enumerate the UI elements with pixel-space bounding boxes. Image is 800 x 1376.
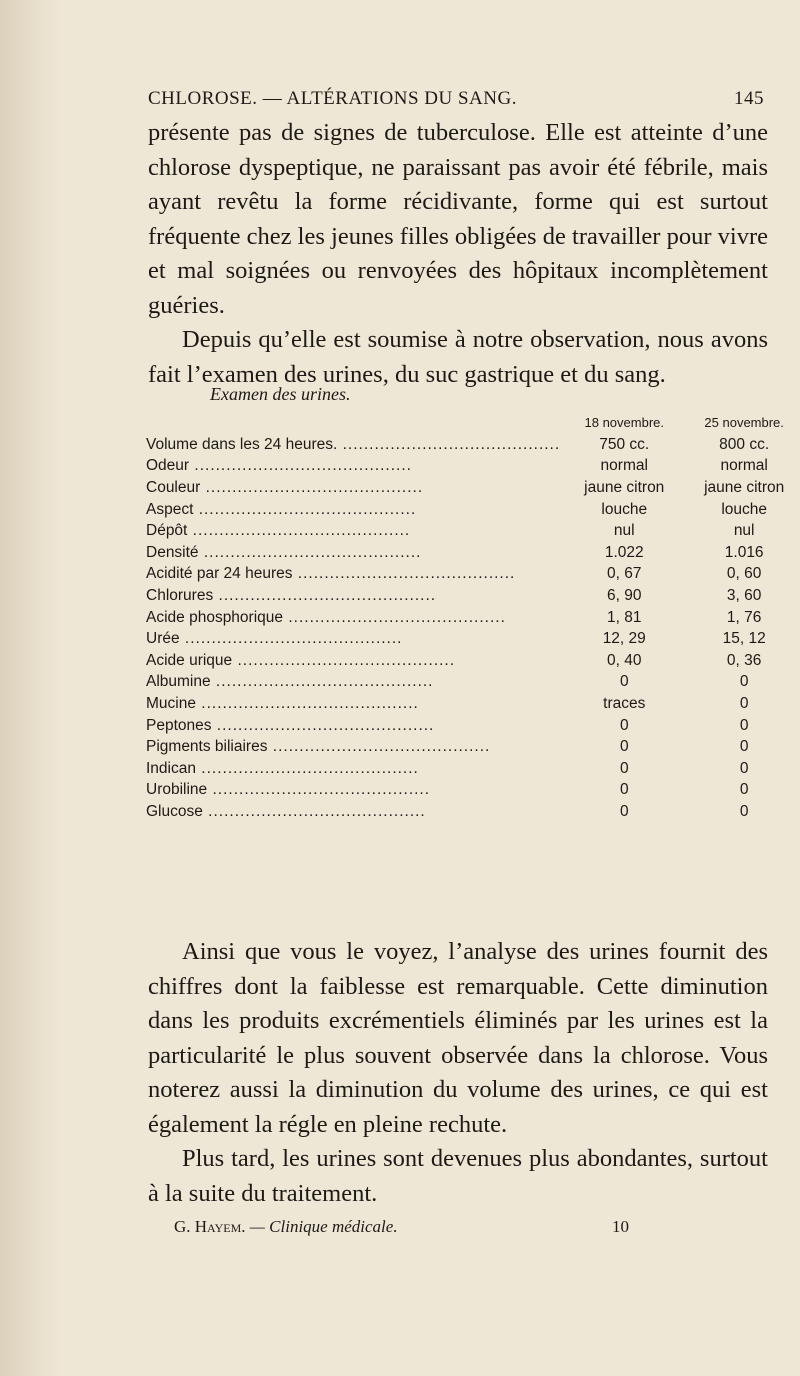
table-row xyxy=(146,607,800,629)
page-footer xyxy=(174,1217,444,1237)
value-date-1: 0 xyxy=(619,802,629,820)
paragraph-3: Ainsi que vous le voyez, l’analyse des urines fournit des chiffres dont la faiblesse est remarquable. Cette diminution dans les produits excrémentiels éliminés par les urines est la particularité le plus souvent observée dans la chlorose. Vous noterez aussi la diminution du volume des urines, ce qui est également la régle en pleine rechute. xyxy=(148,938,768,1138)
value-date-2: 0 xyxy=(739,781,749,799)
row-label: Peptones ..... xyxy=(146,717,434,734)
row-label: Chlorures ..... xyxy=(146,587,436,604)
row-label: Odeur ..... xyxy=(146,457,412,474)
row-label: Acidité par 24 heures ..... xyxy=(146,565,515,582)
row-label: Aspect ..... xyxy=(146,501,416,518)
table-row xyxy=(146,564,800,586)
value-date-2: 0, 36 xyxy=(726,651,762,669)
row-label: Acide urique ..... xyxy=(146,652,455,669)
table-row xyxy=(146,650,800,672)
value-date-1: jaune citron xyxy=(584,478,665,496)
value-date-1: nul xyxy=(613,522,635,540)
value-date-1: 0, 40 xyxy=(607,651,642,669)
row-label: Densité ..... xyxy=(146,544,421,561)
row-label-cell xyxy=(146,456,560,478)
row-label-cell xyxy=(146,780,560,802)
value-date-1: 0 xyxy=(619,781,629,799)
page-number: 145 xyxy=(734,88,764,109)
row-label: Dépôt ..... xyxy=(146,522,410,539)
table-row xyxy=(146,434,800,456)
value-date-1: 0 xyxy=(619,673,629,691)
value-date-1: 750 cc. xyxy=(599,435,650,453)
value-date-2: nul xyxy=(733,522,755,540)
row-label: Urée ..... xyxy=(146,630,402,647)
value-date-1: 1.022 xyxy=(604,543,644,561)
row-label: Volume dans les 24 heures. ..... xyxy=(146,436,560,453)
row-label-cell xyxy=(146,801,560,823)
value-date-1: normal xyxy=(600,457,648,475)
value-date-2: louche xyxy=(721,500,767,518)
row-label-cell xyxy=(146,650,560,672)
footer-author: G. Hayem. xyxy=(174,1217,246,1236)
value-date-2: 0 xyxy=(739,716,749,734)
row-label-cell xyxy=(146,477,560,499)
row-label-cell xyxy=(146,736,560,758)
page-edge-shadow xyxy=(0,0,60,1376)
table-row xyxy=(146,780,800,802)
table-row xyxy=(146,801,800,823)
row-label: Indican ..... xyxy=(146,760,419,777)
value-date-1: 0 xyxy=(619,738,629,756)
paragraph-intro xyxy=(148,116,768,392)
value-date-2: 1, 76 xyxy=(726,608,762,626)
page-header xyxy=(148,88,764,110)
value-date-2: 3, 60 xyxy=(726,586,762,604)
table-row xyxy=(146,715,800,737)
value-date-1: 6, 90 xyxy=(607,586,642,604)
value-date-2: 0 xyxy=(739,694,749,712)
signature-mark: 10 xyxy=(612,1217,629,1236)
value-date-1: traces xyxy=(603,694,646,712)
table-caption: Examen des urines. xyxy=(210,384,351,404)
row-label-cell xyxy=(146,499,560,521)
column-header-date-2: 25 novembre. xyxy=(704,414,784,430)
table-row xyxy=(146,736,800,758)
row-label: Acide phosphorique ..... xyxy=(146,609,506,626)
table-row xyxy=(146,456,800,478)
value-date-2: 15, 12 xyxy=(722,630,766,648)
value-date-2: 0, 60 xyxy=(726,565,762,583)
row-label: Urobiline ..... xyxy=(146,781,430,798)
value-date-1: 0 xyxy=(619,716,629,734)
column-header-date-1: 18 novembre. xyxy=(584,414,664,430)
paragraph-1: présente pas de signes de tuberculose. Elle est atteinte d’une chlorose dyspeptique, ne paraissant pas avoir été fébrile, mais ayant revêtu la forme récidivante, forme qui est surtout fréquente chez les jeunes filles obligées de travailler pour vivre et mal soignées ou renvoyées des hôpitaux incomplètement guéries. xyxy=(148,119,768,319)
row-label-cell xyxy=(146,628,560,650)
row-label-cell xyxy=(146,758,560,780)
value-date-2: jaune citron xyxy=(704,478,785,496)
running-title: CHLOROSE. — ALTÉRATIONS DU SANG. xyxy=(148,88,517,109)
row-label-cell xyxy=(146,564,560,586)
footer-book-title: — Clinique médicale. xyxy=(249,1217,398,1236)
value-date-2: 0 xyxy=(739,738,749,756)
table-row xyxy=(146,542,800,564)
row-label-cell xyxy=(146,585,560,607)
table-body xyxy=(146,434,800,823)
row-label-cell xyxy=(146,672,560,694)
value-date-2: 0 xyxy=(739,673,749,691)
row-label-cell xyxy=(146,434,560,456)
value-date-1: louche xyxy=(601,500,648,518)
row-label: Couleur ..... xyxy=(146,479,423,496)
table-row xyxy=(146,520,800,542)
value-date-2: 0 xyxy=(739,759,749,777)
table-header-row xyxy=(146,410,800,434)
row-label-cell xyxy=(146,520,560,542)
value-date-1: 0, 67 xyxy=(607,565,642,583)
value-date-2: normal xyxy=(720,457,768,475)
value-date-2: 800 cc. xyxy=(719,435,770,453)
table-corner xyxy=(146,410,560,434)
row-label: Pigments biliaires ..... xyxy=(146,738,490,755)
value-date-1: 0 xyxy=(619,759,629,777)
table-row xyxy=(146,585,800,607)
row-label-cell xyxy=(146,542,560,564)
value-date-1: 12, 29 xyxy=(602,630,646,648)
row-label: Glucose ..... xyxy=(146,803,426,820)
row-label-cell xyxy=(146,607,560,629)
paragraph-2: Depuis qu’elle est soumise à notre observation, nous avons fait l’examen des urines, du suc gastrique et du sang. xyxy=(148,326,768,388)
row-label-cell xyxy=(146,715,560,737)
table-row xyxy=(146,693,800,715)
value-date-2: 0 xyxy=(739,802,749,820)
row-label-cell xyxy=(146,693,560,715)
paragraph-analysis xyxy=(148,935,768,1211)
value-date-2: 1.016 xyxy=(724,543,764,561)
urine-exam-table xyxy=(146,410,800,823)
row-label: Albumine ..... xyxy=(146,673,434,690)
paragraph-4: Plus tard, les urines sont devenues plus abondantes, surtout à la suite du traitement. xyxy=(148,1145,768,1207)
table-row xyxy=(146,499,800,521)
row-label: Mucine ..... xyxy=(146,695,419,712)
table-row xyxy=(146,758,800,780)
value-date-1: 1, 81 xyxy=(607,608,642,626)
table-row xyxy=(146,477,800,499)
table-row xyxy=(146,672,800,694)
table-row xyxy=(146,628,800,650)
